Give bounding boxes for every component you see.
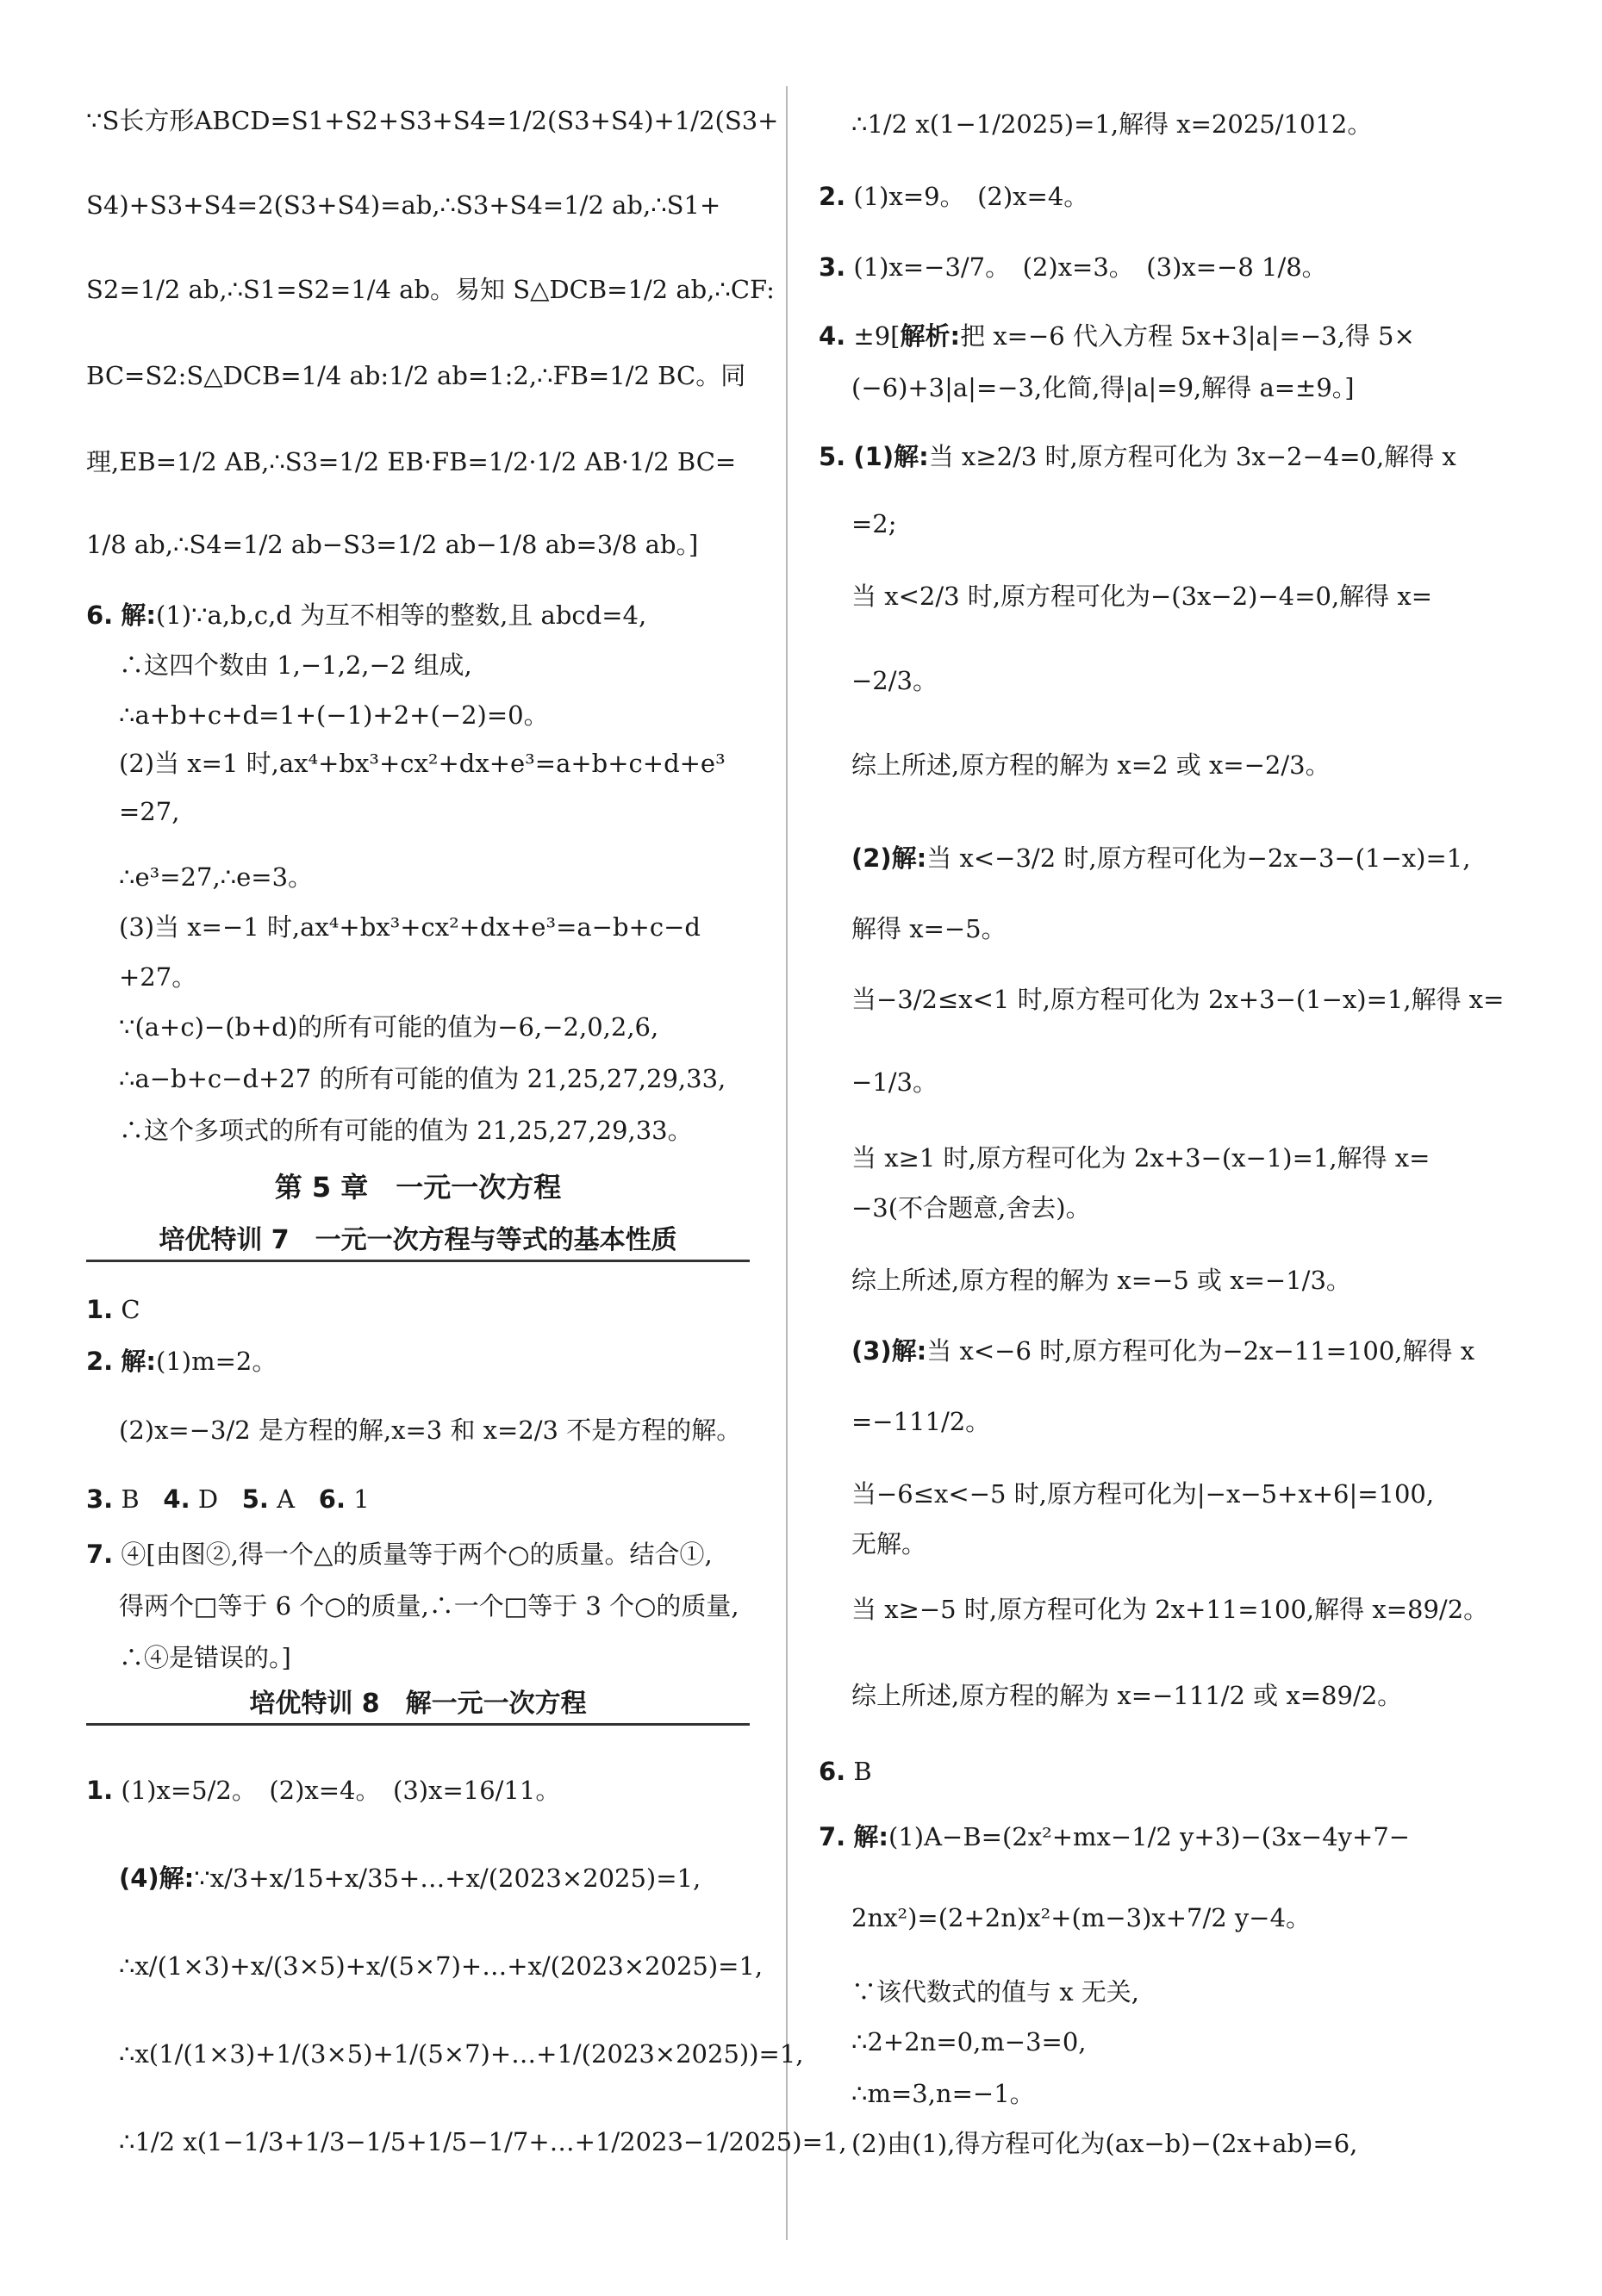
text-line: (2)当 x=1 时,ax⁴+bx³+cx²+dx+e³=a+b+c+d+e³ <box>119 749 726 778</box>
text-line: 当 x≥2/3 时,原方程可化为 3x−2−4=0,解得 x <box>928 442 1456 471</box>
text-line: 当 x<−6 时,原方程可化为−2x−11=100,解得 x <box>926 1336 1475 1366</box>
text-line: ∵S长方形ABCD=S1+S2+S3+S4=1/2(S3+S4)+1/2(S3+ <box>86 106 779 135</box>
question-number: 4. <box>819 321 846 351</box>
solution-lead: (3)解: <box>851 1336 927 1366</box>
answer-1 <box>86 1773 750 1808</box>
solution-lead: 解: <box>121 600 157 630</box>
text-line: 综上所述,原方程的解为 x=−5 或 x=−1/3。 <box>851 1266 1351 1295</box>
question-number: 2. <box>86 1347 114 1376</box>
text-line: ∴a+b+c+d=1+(−1)+2+(−2)=0。 <box>119 700 549 730</box>
answers-3-6 <box>86 1482 750 1516</box>
text-line: 当 x<2/3 时,原方程可化为−(3x−2)−4=0,解得 x= <box>851 582 1433 611</box>
text-line: 当 x≥1 时,原方程可化为 2x+3−(x−1)=1,解得 x= <box>851 1143 1431 1173</box>
text-line: ∴1/2 x(1−1/3+1/3−1/5+1/5−1/7+…+1/2023−1/2025)=1, <box>119 2127 847 2156</box>
text-line: 当 x<−3/2 时,原方程可化为−2x−3−(1−x)=1, <box>926 843 1471 873</box>
text-line: ∵x/3+x/15+x/35+…+x/(2023×2025)=1, <box>194 1864 701 1893</box>
question-number: 6. <box>86 600 114 630</box>
answer-text: (1)m=2。 <box>156 1347 277 1376</box>
text-line: ∵该代数式的值与 x 无关, <box>851 1977 1140 2007</box>
text-line: 理,EB=1/2 AB,∴S3=1/2 EB·FB=1/2·1/2 AB·1/2 BC= <box>86 447 737 476</box>
answer-4 <box>819 319 1499 353</box>
text-line: ∴m=3,n=−1。 <box>851 2079 1035 2108</box>
answer-text: C <box>121 1295 140 1324</box>
text-line <box>119 1861 750 1895</box>
text-line: S4)+S3+S4=2(S3+S4)=ab,∴S3+S4=1/2 ab,∴S1+ <box>86 190 721 220</box>
text-line: ∴④是错误的。] <box>119 1643 291 1672</box>
text-line: ∴这四个数由 1,−1,2,−2 组成, <box>119 650 472 680</box>
text-line: 当 x≥−5 时,原方程可化为 2x+11=100,解得 x=89/2。 <box>851 1595 1489 1624</box>
text-line: 综上所述,原方程的解为 x=2 或 x=−2/3。 <box>851 750 1331 780</box>
text-line: =−111/2。 <box>851 1407 991 1436</box>
text-line: ∴2+2n=0,m−3=0, <box>851 2027 1087 2056</box>
answer-text: D <box>197 1484 219 1514</box>
text-line: −2/3。 <box>851 666 938 695</box>
text-line: 1/8 ab,∴S4=1/2 ab−S3=1/2 ab−1/8 ab=3/8 ab。] <box>86 530 699 559</box>
answer-3 <box>819 250 1499 284</box>
text-line: 2nx²)=(2+2n)x²+(m−3)x+7/2 y−4。 <box>851 1903 1312 1932</box>
text-line <box>851 1334 1499 1368</box>
text-line: (1)∵a,b,c,d 为互不相等的整数,且 abcd=4, <box>156 600 647 630</box>
section-title: 培优特训 8 解一元一次方程 <box>86 1685 750 1726</box>
question-number: 3. <box>819 252 846 282</box>
text-line: ∴这个多项式的所有可能的值为 21,25,27,29,33。 <box>119 1116 693 1145</box>
solution-lead: (1)解: <box>853 442 929 471</box>
solution-lead: 解: <box>121 1347 157 1376</box>
solution-lead: 解: <box>853 1822 889 1851</box>
text-line: 解得 x=−5。 <box>851 914 1007 943</box>
question-number: 5. <box>819 442 846 471</box>
text-line: ∴a−b+c−d+27 的所有可能的值为 21,25,27,29,33, <box>119 1064 726 1093</box>
text-line: ∴e³=27,∴e=3。 <box>119 862 314 892</box>
question-number: 6. <box>819 1757 846 1786</box>
question-number: 3. <box>86 1484 114 1514</box>
answer-7 <box>819 1820 1499 1854</box>
text-line <box>851 841 1499 875</box>
answer-text: 1 <box>353 1484 370 1514</box>
text-line: ∵(a+c)−(b+d)的所有可能的值为−6,−2,0,2,6, <box>119 1012 659 1042</box>
text-line: (2)由(1),得方程可化为(ax−b)−(2x+ab)=6, <box>851 2129 1358 2158</box>
text-line: ④[由图②,得一个△的质量等于两个○的质量。结合①, <box>121 1540 713 1569</box>
text-line: 无解。 <box>851 1529 927 1559</box>
text-line: 综上所述,原方程的解为 x=−111/2 或 x=89/2。 <box>851 1681 1403 1710</box>
text-line: =27, <box>119 797 180 826</box>
question-number: 6. <box>318 1484 346 1514</box>
text-line: 当−6≤x<−5 时,原方程可化为|−x−5+x+6|=100, <box>851 1479 1435 1509</box>
text-line: −1/3。 <box>851 1067 938 1097</box>
answer-2 <box>86 1344 750 1378</box>
question-number: 1. <box>86 1776 114 1805</box>
answer-text: (1)x=9。 (2)x=4。 <box>853 182 1089 211</box>
question-number: 5. <box>241 1484 269 1514</box>
text-line: =2; <box>851 509 897 538</box>
chapter-title: 第 5 章 一元一次方程 <box>274 1171 562 1204</box>
text-line: ∴x/(1×3)+x/(3×5)+x/(5×7)+…+x/(2023×2025)=1, <box>119 1951 764 1981</box>
text-line: S2=1/2 ab,∴S1=S2=1/4 ab。易知 S△DCB=1/2 ab,∴CF: <box>86 275 775 304</box>
text-line: (2)x=−3/2 是方程的解,x=3 和 x=2/3 不是方程的解。 <box>119 1416 742 1445</box>
answer-1 <box>86 1292 750 1327</box>
question-number: 2. <box>819 182 846 211</box>
text-line: ∴1/2 x(1−1/2025)=1,解得 x=2025/1012。 <box>851 109 1373 139</box>
question-number: 7. <box>86 1540 114 1569</box>
solution-lead: (2)解: <box>851 843 927 873</box>
answer-7 <box>86 1537 750 1571</box>
text-line: (−6)+3|a|=−3,化简,得|a|=9,解得 a=±9。] <box>851 373 1355 402</box>
answer-text: ±9[ <box>853 321 901 351</box>
text-line: −3(不合题意,舍去)。 <box>851 1193 1091 1223</box>
answer-2 <box>819 179 1499 214</box>
answer-text: B <box>853 1757 872 1786</box>
analysis-lead: 解析: <box>900 321 961 351</box>
text-line: 当−3/2≤x<1 时,原方程可化为 2x+3−(1−x)=1,解得 x= <box>851 985 1505 1014</box>
text-line: +27。 <box>119 962 197 992</box>
text-line: BC=S2:S△DCB=1/4 ab:1/2 ab=1:2,∴FB=1/2 BC。同 <box>86 361 746 390</box>
answer-text: A <box>277 1484 296 1514</box>
question-6 <box>86 598 750 632</box>
text-line: ∴x(1/(1×3)+1/(3×5)+1/(5×7)+…+1/(2023×2025))=1, <box>119 2039 804 2069</box>
question-number: 4. <box>163 1484 190 1514</box>
text-line: 得两个□等于 6 个○的质量,∴一个□等于 3 个○的质量, <box>119 1591 739 1621</box>
question-number: 7. <box>819 1822 846 1851</box>
section-title: 培优特训 7 一元一次方程与等式的基本性质 <box>86 1222 750 1262</box>
answer-text: (1)x=−3/7。 (2)x=3。 (3)x=−8 1/8。 <box>853 252 1327 282</box>
answer-text: 把 x=−6 代入方程 5x+3|a|=−3,得 5× <box>960 321 1415 351</box>
answer-6 <box>819 1754 1499 1789</box>
column-divider <box>786 86 788 2240</box>
text-line: (1)x=5/2。 (2)x=4。 (3)x=16/11。 <box>121 1776 561 1805</box>
solution-lead: (4)解: <box>119 1864 195 1893</box>
question-number: 1. <box>86 1295 114 1324</box>
answer-text: B <box>121 1484 140 1514</box>
answer-5 <box>819 439 1499 474</box>
text-line: (3)当 x=−1 时,ax⁴+bx³+cx²+dx+e³=a−b+c−d <box>119 912 701 942</box>
text-line: (1)A−B=(2x²+mx−1/2 y+3)−(3x−4y+7− <box>888 1822 1411 1851</box>
